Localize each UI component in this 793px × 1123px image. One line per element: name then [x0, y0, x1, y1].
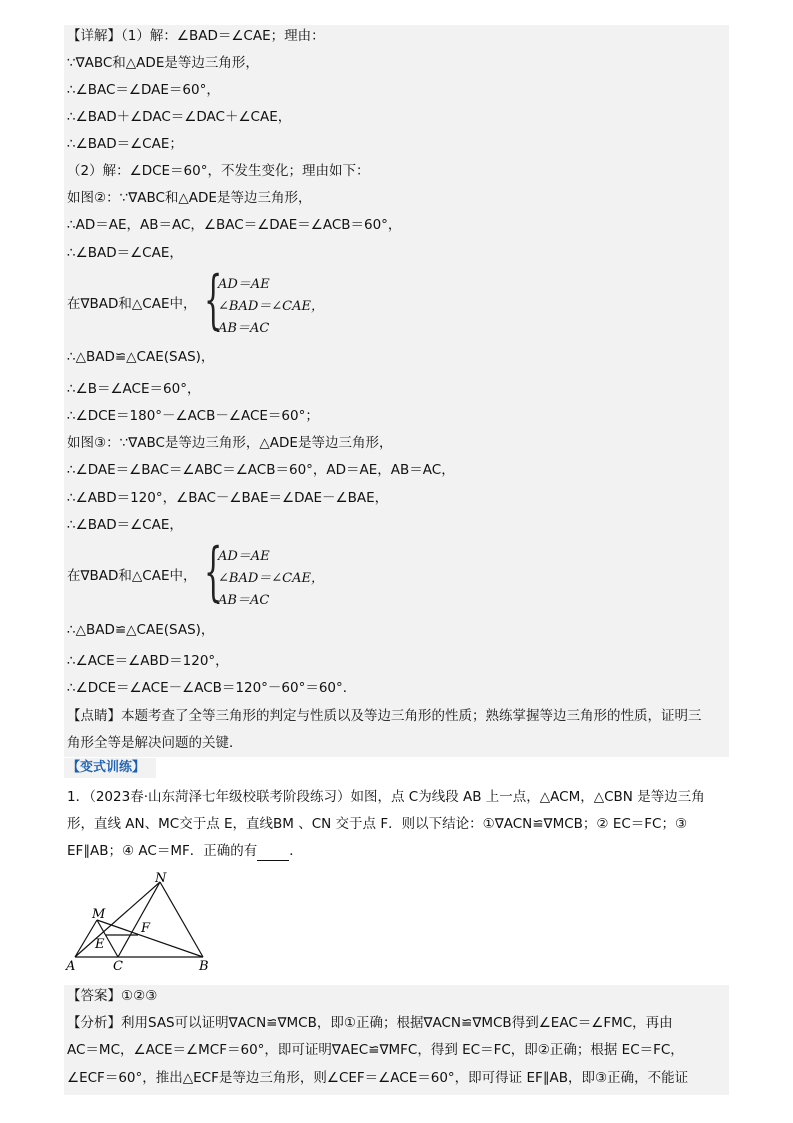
- segment-AM: [75, 920, 97, 957]
- problem-line-3-end: ．: [289, 843, 303, 859]
- problem-line-3: [67, 841, 303, 861]
- analysis-line-3: ∠ECF＝60°，推出△ECF是等边三角形，则∠CEF＝∠ACE＝60°，即可得证 EF∥AB，即③正确，不能证: [67, 1070, 689, 1086]
- detail-line-2: ∵∇ABC和△ADE是等边三角形，: [67, 55, 259, 71]
- segment-CN: [118, 882, 160, 957]
- detail-line-14: ∴∠DAE＝∠BAC＝∠ABC＝∠ACB＝60°，AD＝AE，AB＝AC，: [67, 462, 455, 478]
- system-1-eq-a: AD＝AE: [218, 277, 270, 292]
- detail-line-1: 【详解】（1）解：∠BAD＝∠CAE；理由：: [67, 28, 325, 44]
- detail-line-12: ∴∠DCE＝180°－∠ACB－∠ACE＝60°；: [67, 408, 319, 424]
- system-2-eq-b: ∠BAD＝∠CAE，: [218, 571, 324, 586]
- label-E: E: [95, 937, 105, 952]
- detail-line-5: ∴∠BAD＝∠CAE；: [67, 136, 183, 152]
- analysis-line-1: 【分析】利用SAS可以证明∇ACN≌∇MCB，即①正确；根据∇ACN≌∇MCB得到∠EAC＝∠FMC，再由: [67, 1015, 673, 1031]
- label-M: M: [92, 907, 106, 922]
- system-2-eq-a: AD＝AE: [218, 549, 270, 564]
- analysis-line-2: AC＝MC，∠ACE＝∠MCF＝60°，即可证明∇AEC≌∇MFC，得到 EC＝FC，即②正确；根据 EC＝FC，: [67, 1042, 684, 1058]
- problem-line-2: 形，直线 AN、MC交于点 E，直线BM 、CN 交于点 F．则以下结论：①∇ACN≌∇MCB；② EC＝FC；③: [67, 816, 688, 832]
- problem-line-3-text: EF∥AB；④ AC＝MF．正确的有: [67, 843, 258, 859]
- detail-line-15: ∴∠ABD＝120°，∠BAC－∠BAE＝∠DAE－∠BAE，: [67, 490, 389, 506]
- problem-line-1: 1．（2023春·山东菏泽七年级校联考阶段练习）如图，点 C为线段 AB 上一点，△ACM，△CBN 是等边三角: [67, 789, 705, 805]
- detail-line-3: ∴∠BAC＝∠DAE＝60°，: [67, 82, 220, 98]
- detail-line-16: ∴∠BAD＝∠CAE，: [67, 517, 183, 533]
- system-2-eq-c: AB＝AC: [218, 593, 270, 608]
- segment-AN: [75, 882, 160, 957]
- detail-line-13: 如图③：∵∇ABC是等边三角形，△ADE是等边三角形，: [67, 435, 393, 451]
- comment-line-2: 角形全等是解决问题的关键．: [67, 735, 243, 751]
- label-C: C: [113, 959, 123, 972]
- segment-NB: [160, 882, 203, 957]
- detail-line-8: ∴AD＝AE，AB＝AC，∠BAC＝∠DAE＝∠ACB＝60°，: [67, 217, 402, 233]
- label-B: B: [199, 959, 209, 972]
- label-A: A: [66, 959, 76, 972]
- system-2-brace: {: [204, 535, 223, 609]
- system-2-prefix: 在∇BAD和△CAE中，: [67, 568, 197, 584]
- detail-line-19: ∴∠DCE＝∠ACE－∠ACB＝120°－60°＝60°．: [67, 680, 357, 696]
- detail-line-11: ∴∠B＝∠ACE＝60°，: [67, 381, 201, 397]
- answer-blank: [257, 846, 289, 861]
- answer-line: 【答案】①②③: [67, 988, 158, 1004]
- detail-line-17: ∴△BAD≌△CAE(SAS)，: [67, 622, 215, 638]
- variant-title: 【变式训练】: [67, 760, 146, 775]
- comment-line-1: 【点睛】本题考查了全等三角形的判定与性质以及等边三角形的性质；熟练掌握等边三角形的性质，证明三: [67, 708, 702, 724]
- system-1-eq-b: ∠BAD＝∠CAE，: [218, 299, 324, 314]
- detail-line-10: ∴△BAD≌△CAE(SAS)，: [67, 349, 215, 365]
- geometry-figure: [62, 872, 212, 972]
- detail-line-7: 如图②：∵∇ABC和△ADE是等边三角形，: [67, 190, 312, 206]
- label-N: N: [155, 872, 167, 886]
- system-1-eq-c: AB＝AC: [218, 321, 270, 336]
- detail-line-6: （2）解：∠DCE＝60°，不发生变化；理由如下：: [67, 163, 370, 179]
- label-F: F: [141, 921, 151, 936]
- detail-line-4: ∴∠BAD＋∠DAC＝∠DAC＋∠CAE，: [67, 109, 292, 125]
- detail-line-9: ∴∠BAD＝∠CAE，: [67, 245, 183, 261]
- detail-line-18: ∴∠ACE＝∠ABD＝120°，: [67, 653, 229, 669]
- system-1-prefix: 在∇BAD和△CAE中，: [67, 296, 197, 312]
- system-1-brace: {: [204, 263, 223, 337]
